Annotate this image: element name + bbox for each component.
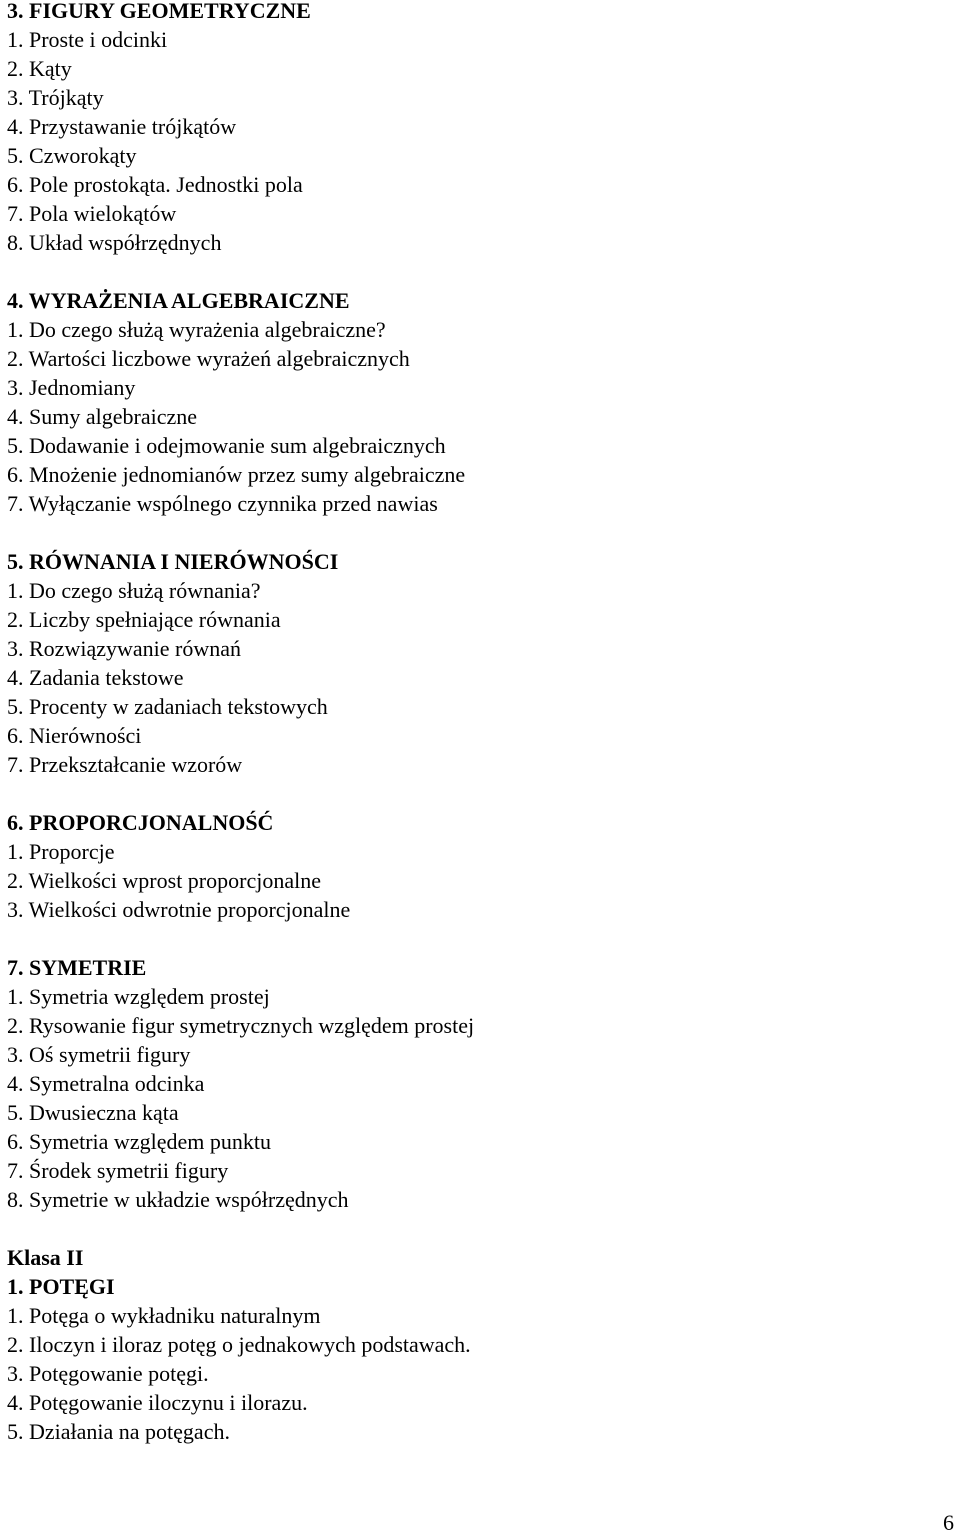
class-title: Klasa II <box>7 1245 84 1270</box>
list-item: 6. Mnożenie jednomianów przez sumy algebraiczne <box>7 462 466 487</box>
list-item: 4. Przystawanie trójkątów <box>7 114 237 139</box>
section-symetrie <box>7 953 960 1214</box>
list-item: 6. Symetria względem punktu <box>7 1129 271 1154</box>
section-heading: 1. POTĘGI <box>7 1274 115 1299</box>
section-wyrazenia-algebraiczne <box>7 286 960 518</box>
section-heading: 5. RÓWNANIA I NIERÓWNOŚCI <box>7 549 339 574</box>
list-item: 3. Potęgowanie potęgi. <box>7 1361 209 1386</box>
list-item: 1. Proporcje <box>7 839 115 864</box>
list-item: 3. Oś symetrii figury <box>7 1042 191 1067</box>
list-item: 3. Wielkości odwrotnie proporcjonalne <box>7 897 351 922</box>
section-heading: 6. PROPORCJONALNOŚĆ <box>7 810 274 835</box>
list-item: 6. Nierówności <box>7 723 142 748</box>
section-heading: 3. FIGURY GEOMETRYCZNE <box>7 0 311 23</box>
list-item: 2. Rysowanie figur symetrycznych względem prostej <box>7 1013 475 1038</box>
section-spacer <box>7 924 960 953</box>
list-item: 1. Do czego służą wyrażenia algebraiczne? <box>7 317 386 342</box>
section-heading: 7. SYMETRIE <box>7 955 147 980</box>
list-item: 2. Kąty <box>7 56 72 81</box>
list-item: 5. Czworokąty <box>7 143 137 168</box>
section-proporcjonalnosc <box>7 808 960 924</box>
list-item: 5. Dodawanie i odejmowanie sum algebraicznych <box>7 433 446 458</box>
section-klasa-ii <box>7 1243 960 1446</box>
document-page <box>7 0 960 1446</box>
section-figury-geometryczne <box>7 0 960 257</box>
list-item: 1. Proste i odcinki <box>7 27 168 52</box>
list-item: 7. Środek symetrii figury <box>7 1158 229 1183</box>
section-spacer <box>7 1214 960 1243</box>
list-item: 5. Procenty w zadaniach tekstowych <box>7 694 328 719</box>
list-item: 3. Rozwiązywanie równań <box>7 636 241 661</box>
page-number: 6 <box>943 1510 954 1535</box>
list-item: 1. Symetria względem prostej <box>7 984 270 1009</box>
section-heading: 4. WYRAŻENIA ALGEBRAICZNE <box>7 288 350 313</box>
list-item: 3. Jednomiany <box>7 375 136 400</box>
list-item: 2. Wielkości wprost proporcjonalne <box>7 868 321 893</box>
list-item: 5. Dwusieczna kąta <box>7 1100 179 1125</box>
list-item: 4. Potęgowanie iloczynu i ilorazu. <box>7 1390 308 1415</box>
list-item: 7. Wyłączanie wspólnego czynnika przed nawias <box>7 491 438 516</box>
list-item: 7. Przekształcanie wzorów <box>7 752 243 777</box>
section-spacer <box>7 518 960 547</box>
list-item: 7. Pola wielokątów <box>7 201 177 226</box>
section-spacer <box>7 779 960 808</box>
list-item: 2. Liczby spełniające równania <box>7 607 281 632</box>
list-item: 2. Wartości liczbowe wyrażeń algebraicznych <box>7 346 410 371</box>
list-item: 4. Sumy algebraiczne <box>7 404 197 429</box>
section-spacer <box>7 257 960 286</box>
list-item: 3. Trójkąty <box>7 85 104 110</box>
list-item: 2. Iloczyn i iloraz potęg o jednakowych podstawach. <box>7 1332 471 1357</box>
list-item: 8. Układ współrzędnych <box>7 230 222 255</box>
list-item: 8. Symetrie w układzie współrzędnych <box>7 1187 349 1212</box>
list-item: 1. Do czego służą równania? <box>7 578 261 603</box>
list-item: 5. Działania na potęgach. <box>7 1419 230 1444</box>
section-rownania-i-nierownosci <box>7 547 960 779</box>
list-item: 4. Zadania tekstowe <box>7 665 184 690</box>
list-item: 6. Pole prostokąta. Jednostki pola <box>7 172 303 197</box>
list-item: 4. Symetralna odcinka <box>7 1071 205 1096</box>
list-item: 1. Potęga o wykładniku naturalnym <box>7 1303 321 1328</box>
